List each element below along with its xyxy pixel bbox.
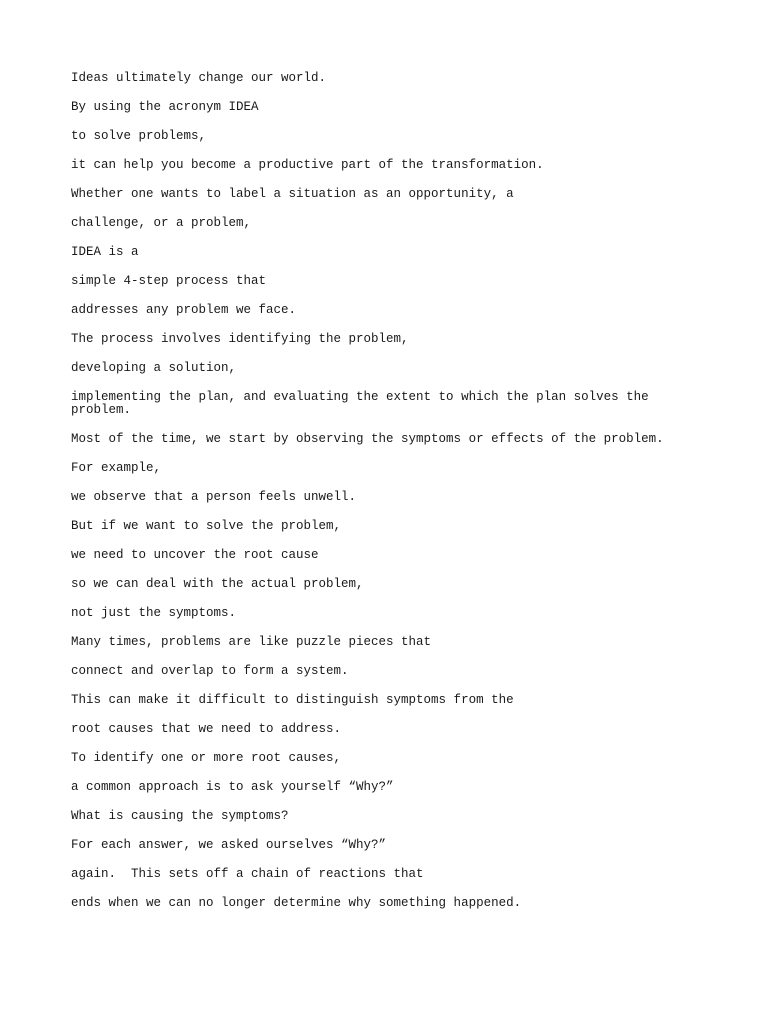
text-line: By using the acronym IDEA xyxy=(71,100,259,114)
text-line: a common approach is to ask yourself “Why?” xyxy=(71,780,394,794)
text-line: developing a solution, xyxy=(71,361,237,375)
text-line: implementing the plan, and evaluating the extent to which the plan solves the problem. xyxy=(71,390,657,417)
text-line: to solve problems, xyxy=(71,129,207,143)
document-page xyxy=(71,72,691,926)
text-line: it can help you become a productive part of the transformation. xyxy=(71,158,544,172)
text-line: simple 4-step process that xyxy=(71,274,267,288)
text-line: Most of the time, we start by observing the symptoms or effects of the problem. xyxy=(71,432,664,446)
text-line: challenge, or a problem, xyxy=(71,216,252,230)
text-line: again. This sets off a chain of reactions that xyxy=(71,867,424,881)
text-line: Many times, problems are like puzzle pieces that xyxy=(71,635,432,649)
text-line: connect and overlap to form a system. xyxy=(71,664,349,678)
text-line: To identify one or more root causes, xyxy=(71,751,342,765)
text-line: But if we want to solve the problem, xyxy=(71,519,342,533)
text-line: addresses any problem we face. xyxy=(71,303,297,317)
text-line: we observe that a person feels unwell. xyxy=(71,490,357,504)
text-line: IDEA is a xyxy=(71,245,139,259)
text-line: we need to uncover the root cause xyxy=(71,548,319,562)
text-line: This can make it difficult to distinguish symptoms from the xyxy=(71,693,514,707)
text-line: Whether one wants to label a situation as an opportunity, a xyxy=(71,187,514,201)
text-line: For example, xyxy=(71,461,162,475)
text-line: root causes that we need to address. xyxy=(71,722,342,736)
text-line: For each answer, we asked ourselves “Why?” xyxy=(71,838,387,852)
text-line: not just the symptoms. xyxy=(71,606,237,620)
text-line: ends when we can no longer determine why something happened. xyxy=(71,896,522,910)
text-line: so we can deal with the actual problem, xyxy=(71,577,364,591)
text-line: What is causing the symptoms? xyxy=(71,809,289,823)
text-line: The process involves identifying the problem, xyxy=(71,332,409,346)
text-line: Ideas ultimately change our world. xyxy=(71,71,327,85)
